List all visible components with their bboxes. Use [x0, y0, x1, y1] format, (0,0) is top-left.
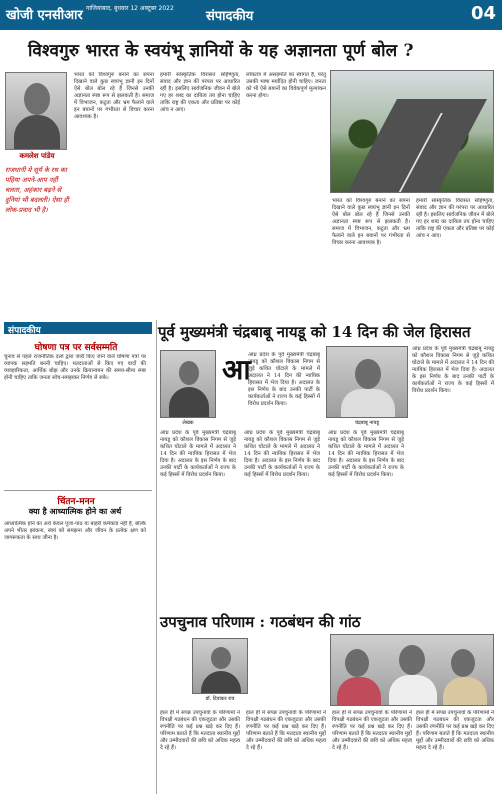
section-title: संपादकीय [206, 9, 254, 24]
bypoll-photo [330, 634, 494, 706]
naidu-headline: पूर्व मुख्यमंत्री चंद्रबाबू नायडू को 14 दिन की जेल हिरासत [158, 323, 471, 341]
naidu-column-3: आंध्र प्रदेश के पूर्व मुख्यमंत्री चंद्रबाबू नायडू को कौशल विकास निगम से जुड़े कथित घोटाले के मामले में अदालत ने 14 दिन की न्यायिक हिरासत में भेज दिया है। अदालत के इस निर्णय के बाद उनकी पार्टी के कार्यकर्ताओं ने राज्य के कई हिस्सों में विरोध प्रदर्शन किया। [244, 430, 320, 478]
opinion-body: आध्यात्मिक होने का अर्थ केवल पूजा-पाठ या बाहरी कर्मकांड नहीं है, बल्कि अपने भीतर झांकना, स्वयं को समझना और जीवन के प्रत्येक क्षण को जागरूकता के साथ जीना है। [4, 521, 146, 541]
naidu-column-1: आंध्र प्रदेश के पूर्व मुख्यमंत्री चंद्रबाबू नायडू को कौशल विकास निगम से जुड़े कथित घोटाले के मामले में अदालत ने 14 दिन की न्यायिक हिरासत में भेज दिया है। अदालत के इस निर्णय के बाद उनकी पार्टी के कार्यकर्ताओं ने राज्य के कई हिस्सों में विरोध प्रदर्शन किया। [248, 352, 320, 407]
naidu-caption: चंद्रबाबू नायडू [354, 420, 380, 426]
lead-column-4: भारत को विश्वगुरु बनाने का सपना दिखाने वाले कुछ स्वयंभू ज्ञानी इन दिनों ऐसे बोल बोल रहे हैं जिनसे उनकी अज्ञानता स्पष्ट रूप से झलकती है। समाज में विभाजन, कटुता और भ्रम फैलाने वाले इन बयानों पर गंभीरता से विचार करना आवश्यक है। [332, 198, 410, 246]
naidu-column-4: आंध्र प्रदेश के पूर्व मुख्यमंत्री चंद्रबाबू नायडू को कौशल विकास निगम से जुड़े कथित घोटाले के मामले में अदालत ने 14 दिन की न्यायिक हिरासत में भेज दिया है। अदालत के इस निर्णय के बाद उनकी पार्टी के कार्यकर्ताओं ने राज्य के कई हिस्सों में विरोध प्रदर्शन किया। [328, 430, 404, 478]
lead-headline: विश्वगुरु भारत के स्वयंभू ज्ञानियों के यह अज्ञानता पूर्ण बोल ? [28, 41, 414, 61]
brand-logo: खोजी एनसीआर [6, 8, 83, 23]
lead-column-1: भारत को विश्वगुरु बनाने का सपना दिखाने वाले कुछ स्वयंभू ज्ञानी इन दिनों ऐसे बोल बोल रहे हैं जिनसे उनकी अज्ञानता स्पष्ट रूप से झलकती है। समाज में विभाजन, कटुता और भ्रम फैलाने वाले इन बयानों पर गंभीरता से विचार करना आवश्यक है। [74, 72, 154, 120]
bypoll-column-4: हाल ही में संपन्न उपचुनावों के परिणामों ने विपक्षी गठबंधन की एकजुटता और उसकी रणनीति पर कई प्रश्न खड़े कर दिए हैं। परिणाम बताते हैं कि मतदाता स्थानीय मुद्दों और उम्मीदवारों की छवि को अधिक महत्व दे रहे हैं। [416, 710, 494, 751]
author-photo-small [160, 350, 216, 418]
editorial-band: संपादकीय [4, 322, 152, 334]
author-caption: लेखक [182, 420, 194, 426]
editorial-subheadline: घोषणा पत्र पर सर्वसम्मति [34, 343, 118, 353]
bypoll-column-1: हाल ही में संपन्न उपचुनावों के परिणामों ने विपक्षी गठबंधन की एकजुटता और उसकी रणनीति पर कई प्रश्न खड़े कर दिए हैं। परिणाम बताते हैं कि मतदाता स्थानीय मुद्दों और उम्मीदवारों की छवि को अधिक महत्व दे रहे हैं। [160, 710, 240, 751]
author-name: कमलेश पांडेय [19, 152, 55, 160]
opinion-band: चिंतन-मनन [57, 497, 95, 507]
bypoll-author-caption: डॉ. दिवाकर राव [205, 696, 235, 702]
naidu-column-5: आंध्र प्रदेश के पूर्व मुख्यमंत्री चंद्रबाबू नायडू को कौशल विकास निगम से जुड़े कथित घोटाले के मामले में अदालत ने 14 दिन की न्यायिक हिरासत में भेज दिया है। अदालत के इस निर्णय के बाद उनकी पार्टी के कार्यकर्ताओं ने राज्य के कई हिस्सों में विरोध प्रदर्शन किया। [412, 346, 494, 394]
lead-column-5: हमारी सांस्कृतिक विरासत सहिष्णुता, संवाद और ज्ञान की परंपरा पर आधारित रही है। इसलिए सार्वजनिक जीवन में बोले गए हर शब्द का दायित्व तय होना चाहिए ताकि राष्ट्र की एकता और प्रतिष्ठा पर कोई आंच न आए। [416, 198, 494, 239]
lead-column-2: हमारी सांस्कृतिक विरासत सहिष्णुता, संवाद और ज्ञान की परंपरा पर आधारित रही है। इसलिए सार्वजनिक जीवन में बोले गए हर शब्द का दायित्व तय होना चाहिए ताकि राष्ट्र की एकता और प्रतिष्ठा पर कोई आंच न आए। [160, 72, 240, 113]
bypoll-column-2: हाल ही में संपन्न उपचुनावों के परिणामों ने विपक्षी गठबंधन की एकजुटता और उसकी रणनीति पर कई प्रश्न खड़े कर दिए हैं। परिणाम बताते हैं कि मतदाता स्थानीय मुद्दों और उम्मीदवारों की छवि को अधिक महत्व दे रहे हैं। [246, 710, 326, 751]
bypoll-headline: उपचुनाव परिणाम : गठबंधन की गांठ [160, 613, 361, 631]
author-photo [5, 72, 67, 150]
bypoll-author-photo [192, 638, 248, 694]
dropcap: आ [222, 353, 251, 386]
author-note: राजधानी मे सूर्य के रथ का पहिया अपने-आप नहीं चलता, अहंकार बढ़ने से दुनियां भी बदलती। ऐसा ही लोक-प्रवाद भी है। [5, 166, 69, 214]
road-photo [330, 70, 494, 193]
author-box [5, 72, 69, 332]
opinion-title: क्या है आध्यात्मिक होने का अर्थ [28, 506, 122, 516]
naidu-column-2: आंध्र प्रदेश के पूर्व मुख्यमंत्री चंद्रबाबू नायडू को कौशल विकास निगम से जुड़े कथित घोटाले के मामले में अदालत ने 14 दिन की न्यायिक हिरासत में भेज दिया है। अदालत के इस निर्णय के बाद उनकी पार्टी के कार्यकर्ताओं ने राज्य के कई हिस्सों में विरोध प्रदर्शन किया। [160, 430, 236, 478]
lead-column-3: लोकतंत्र में असहमति का स्वागत है, परंतु उसकी भाषा मर्यादित होनी चाहिए। जनता को भी ऐसे बयानों का विवेकपूर्ण मूल्यांकन करना होगा। [246, 72, 326, 99]
masthead [0, 0, 502, 30]
editorial-body: चुनाव से पहले राजनीतिक दलों द्वारा जारी किए जाने वाले घोषणा पत्रों पर व्यापक सहमति बननी चाहिए। मतदाताओं से किए गए वादों की व्यवहारिकता, आर्थिक बोझ और उनके क्रियान्वयन की समय-सीमा स्पष्ट होनी चाहिए ताकि जनता सोच-समझकर निर्णय ले सके। [4, 354, 146, 381]
page-number: 04 [470, 3, 496, 24]
naidu-photo [326, 346, 408, 418]
dateline: गाजियाबाद, बुधवार 12 अक्टूबर 2022 [86, 5, 174, 12]
bypoll-column-3: हाल ही में संपन्न उपचुनावों के परिणामों ने विपक्षी गठबंधन की एकजुटता और उसकी रणनीति पर कई प्रश्न खड़े कर दिए हैं। परिणाम बताते हैं कि मतदाता स्थानीय मुद्दों और उम्मीदवारों की छवि को अधिक महत्व दे रहे हैं। [332, 710, 412, 751]
